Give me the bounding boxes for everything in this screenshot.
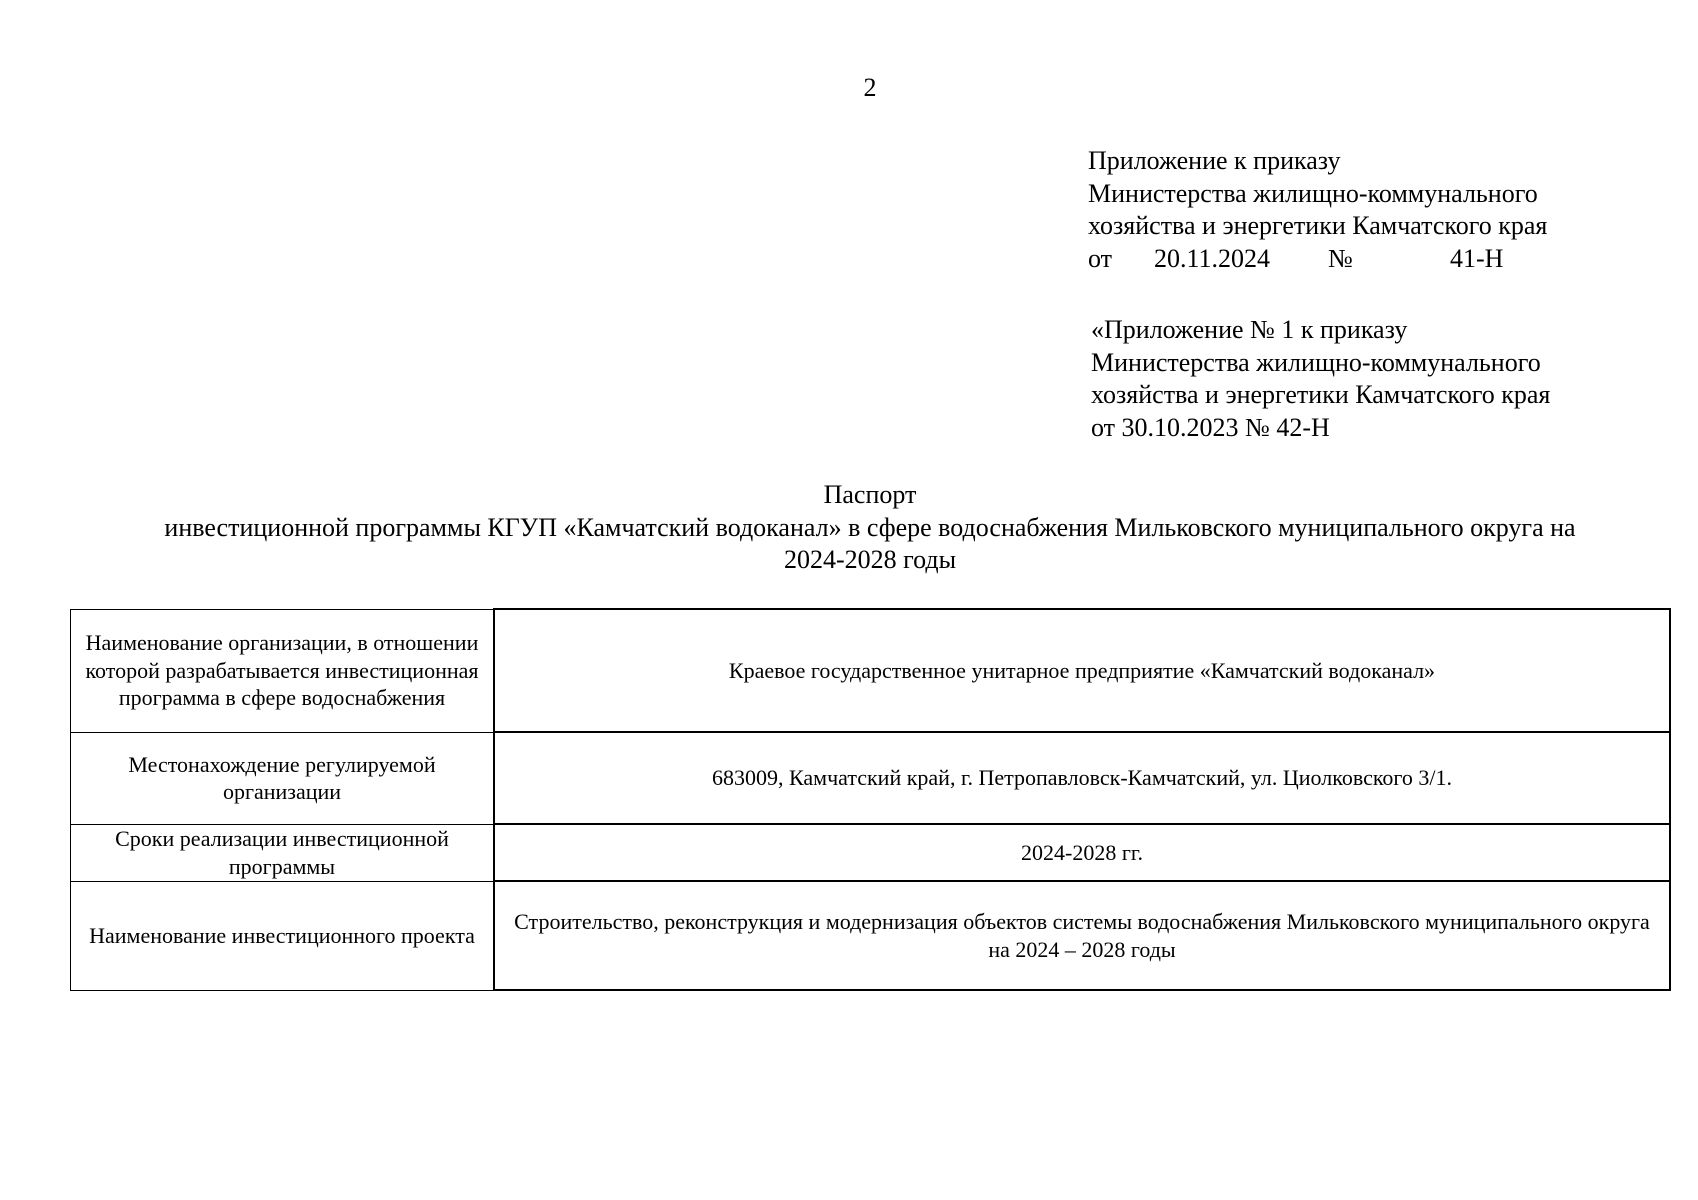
- table-row-label: Наименование инвестиционного проекта: [71, 881, 495, 990]
- document-title-line2: инвестиционной программы КГУП «Камчатский водоканал» в сфере водоснабжения Мильковского муниципального округа на: [164, 512, 1576, 542]
- document-title-line1: Паспорт: [823, 480, 917, 509]
- table-row-value: Краевое государственное унитарное предприятие «Камчатский водоканал»: [494, 609, 1670, 732]
- table-row-label: Местонахождение регулируемой организации: [71, 732, 495, 824]
- table-row: [71, 732, 1671, 824]
- table-row-value: 2024-2028 гг.: [494, 824, 1670, 881]
- document-title-line3: 2024-2028 годы: [783, 545, 957, 574]
- passport-table: [70, 608, 1671, 991]
- appendix-previous-line4: от 30.10.2023 № 42-Н: [1091, 412, 1330, 442]
- page-number: 2: [863, 73, 877, 102]
- document-title: [70, 479, 1670, 577]
- appendix-previous-line1: «Приложение № 1 к приказу: [1091, 315, 1408, 344]
- appendix-previous-line2: Министерства жилищно-коммунального: [1091, 347, 1541, 377]
- appendix-previous-order: [1091, 314, 1550, 444]
- appendix-current-line1: Приложение к приказу: [1088, 146, 1341, 175]
- table-row-value: Строительство, реконструкция и модернизация объектов системы водоснабжения Мильковского муниципального округа на 2024 – 2028 годы: [494, 881, 1670, 990]
- order-date: 20.11.2024: [1154, 243, 1271, 273]
- appendix-current-line2: Министерства жилищно-коммунального: [1088, 178, 1538, 208]
- table-row: [71, 881, 1671, 990]
- appendix-current-order: [1088, 145, 1547, 275]
- appendix-current-line3: хозяйства и энергетики Камчатского края: [1088, 211, 1548, 240]
- table-row-label: Сроки реализации инвестиционной программы: [71, 824, 495, 881]
- table-row-label: Наименование организации, в отношении которой разрабатывается инвестиционная программа в сфере водоснабжения: [71, 609, 495, 732]
- table-row: [71, 609, 1671, 732]
- appendix-current-order-line: [1088, 243, 1547, 276]
- table-row-value: 683009, Камчатский край, г. Петропавловск-Камчатский, ул. Циолковского 3/1.: [494, 732, 1670, 824]
- order-number: 41-Н: [1450, 243, 1504, 273]
- table-row: [71, 824, 1671, 881]
- appendix-previous-line3: хозяйства и энергетики Камчатского края: [1091, 380, 1551, 409]
- order-number-sign: №: [1328, 243, 1353, 273]
- order-from-label: от: [1088, 243, 1113, 273]
